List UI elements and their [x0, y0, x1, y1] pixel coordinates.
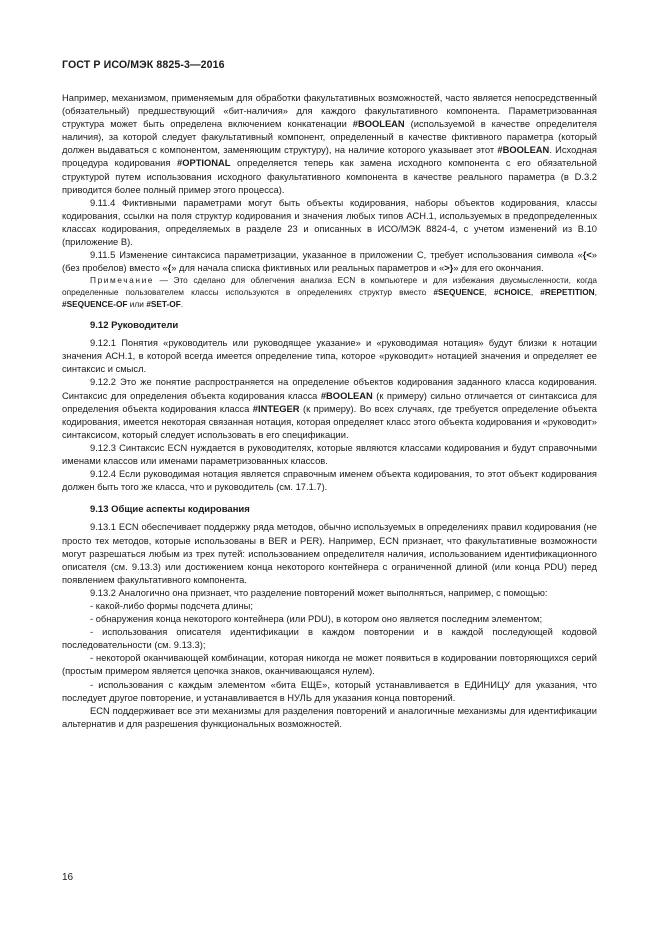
- keyword: {<: [582, 250, 592, 261]
- text: ,: [594, 286, 597, 297]
- text: » для начала списка фиктивных или реальных параметров и «: [171, 263, 445, 274]
- paragraph-9-11-5: [62, 249, 597, 275]
- text: ,: [484, 286, 494, 297]
- list-item: - использования с каждым элементом «бита ЕЩЕ», который устанавливается в ЕДИНИЦУ для указания, что последует другое повторение, и устанавливается в НУЛЬ для указания конца повторений.: [62, 679, 597, 703]
- text: . Исходная процедура кодирования: [62, 145, 597, 169]
- keyword: #INTEGER: [252, 403, 300, 414]
- keyword: {: [167, 263, 172, 274]
- text: определяется теперь как замена исходного компонента с его обязательной структурой путем использования исходного факультативного компонента в качестве реального параметра (в D.3.2 приводится более полный пример этого процесса).: [62, 158, 597, 195]
- keyword: #OPTIONAL: [177, 158, 231, 169]
- section-heading-9-13: 9.13 Общие аспекты кодирования: [90, 504, 250, 516]
- paragraph-9-12-2: [62, 376, 597, 441]
- page-number: 16: [62, 872, 74, 883]
- note-label: Примечание: [90, 275, 155, 286]
- keyword: #BOOLEAN: [352, 119, 405, 130]
- paragraph-9-11-4: 9.11.4 Фиктивными параметрами могут быть объекты кодирования, наборы объектов кодирования, классы кодирования, ссылки на поля структур кодирования и значения любых типов АСН.1, используемых в предопределенных классах кодирования, определяемых в разделе 23 и описанных в ИСО/МЭК 8824-4, с учетом изменений из В.10 (приложение В).: [62, 197, 597, 248]
- text: (к примеру). Во всех случаях, где требуется определение объекта кодирования, имеется некоторая связанная нотация, которая определяет класс этого объекта кодирования и «руководит» синтаксисом, который следует использовать в его спецификации.: [62, 403, 598, 440]
- keyword: >}: [444, 263, 454, 274]
- section-heading-9-12: 9.12 Руководители: [90, 320, 179, 332]
- text: (используемой в качестве определителя наличия), за которой следует факультативный компонент, определенный в качестве фиктивного параметра (который должен выдаваться с компонентом, заменяющим структуру), на наличие которого указывает этот: [62, 119, 597, 156]
- paragraph-9-13-1: 9.13.1 ECN обеспечивает поддержку ряда методов, обычно используемых в определениях правил кодирования (не просто тех методов, которые использованы в BER и PER). Например, ECN признает, что факультативные возможности могут разрешаться любым из трех путей: использованием определителя наличия, использованием идентификационного описателя (см. 9.13.3) или достижением конца некоторого контейнера с ограниченной длиной (или конца PDU) перед появлением факультативного компонента.: [62, 522, 597, 585]
- text: » (без пробелов) вместо «: [62, 250, 597, 274]
- keyword: #SEQUENCE: [433, 286, 485, 297]
- paragraph-9-13-2: 9.13.2 Аналогично она признает, что разделение повторений может выполняться, например, с помощью:: [90, 587, 548, 598]
- keyword: #SEQUENCE-OF: [62, 298, 128, 309]
- note: [62, 275, 597, 310]
- paragraph-9-12-3: 9.12.3 Синтаксис ECN нуждается в руководителях, которые являются классами кодирования и будут справочными именами классов или именами параметризованных классов.: [62, 442, 597, 467]
- document-body: [62, 92, 597, 731]
- list-item: - некоторой оканчивающей комбинации, которая никогда не может появиться в кодировании повторяющихся серий (простым примером является цепочка знаков, оканчивающаяся нулем).: [62, 653, 597, 677]
- paragraph-9-12-1: 9.12.1 Понятия «руководитель или руководящее указание» и «руководимая нотация» будут близки к нотации значения АСН.1, в которой всегда имеется определение типа, которое «руководит» нотацией значения и определяет ее синтаксис и смысл.: [62, 338, 597, 375]
- text: 9.12.2 Это же понятие распространяется на определение объектов кодирования заданного класса кодирования. Синтаксис для определения объекта кодирования класса: [62, 377, 597, 401]
- text: » для его окончания.: [453, 263, 544, 274]
- text: Например, механизмом, применяемым для обработки факультативных возможностей, часто является непосредственный (обязательный) предшествующий «бит-наличия» для каждого факультативного компонента. Параметризованная структура может быть определена включением конкатенации: [62, 93, 597, 130]
- paragraph-ecn-support: ECN поддерживает все эти механизмы для разделения повторений и аналогичные механизмы для идентификации альтернатив и для разрешения функциональных возможностей.: [62, 705, 597, 729]
- keyword: #BOOLEAN: [497, 145, 550, 156]
- paragraph-9-12-4: 9.12.4 Если руководимая нотация является справочным именем объекта кодирования, то этот объект кодирования должен быть того же класса, что и руководитель (см. 17.1.7).: [62, 469, 597, 493]
- text: ,: [530, 286, 541, 297]
- text: или: [127, 298, 147, 309]
- keyword: #SET-OF: [146, 298, 181, 309]
- list-item: - использования описателя идентификации в каждом повторении и в каждой последующей кодовой последовательности (см. 9.13.3);: [62, 627, 597, 651]
- text: — Это сделано для облегчения анализа ECN в компьютере и для избежания двусмысленности, когда определенные пользователем классы используются в определениях структур вместо: [62, 275, 597, 297]
- text: .: [180, 298, 184, 309]
- keyword: #REPETITION: [540, 286, 595, 297]
- list-item: - обнаружения конца некоторого контейнера (или PDU), в котором оно является последним элементом;: [90, 614, 543, 625]
- document-header: ГОСТ Р ИСО/МЭК 8825-3—2016: [62, 59, 225, 71]
- list-item: - какой-либо формы подсчета длины;: [90, 600, 253, 611]
- keyword: #CHOICE: [493, 286, 531, 297]
- text: (к примеру) сильно отличается от синтаксиса для определения объекта кодирования класса: [62, 390, 597, 414]
- paragraph-parameterized-structure: [62, 92, 597, 197]
- text: 9.11.5 Изменение синтаксиса параметризации, указанное в приложении С, требует использования символа «: [90, 250, 583, 261]
- keyword: #BOOLEAN: [320, 390, 373, 401]
